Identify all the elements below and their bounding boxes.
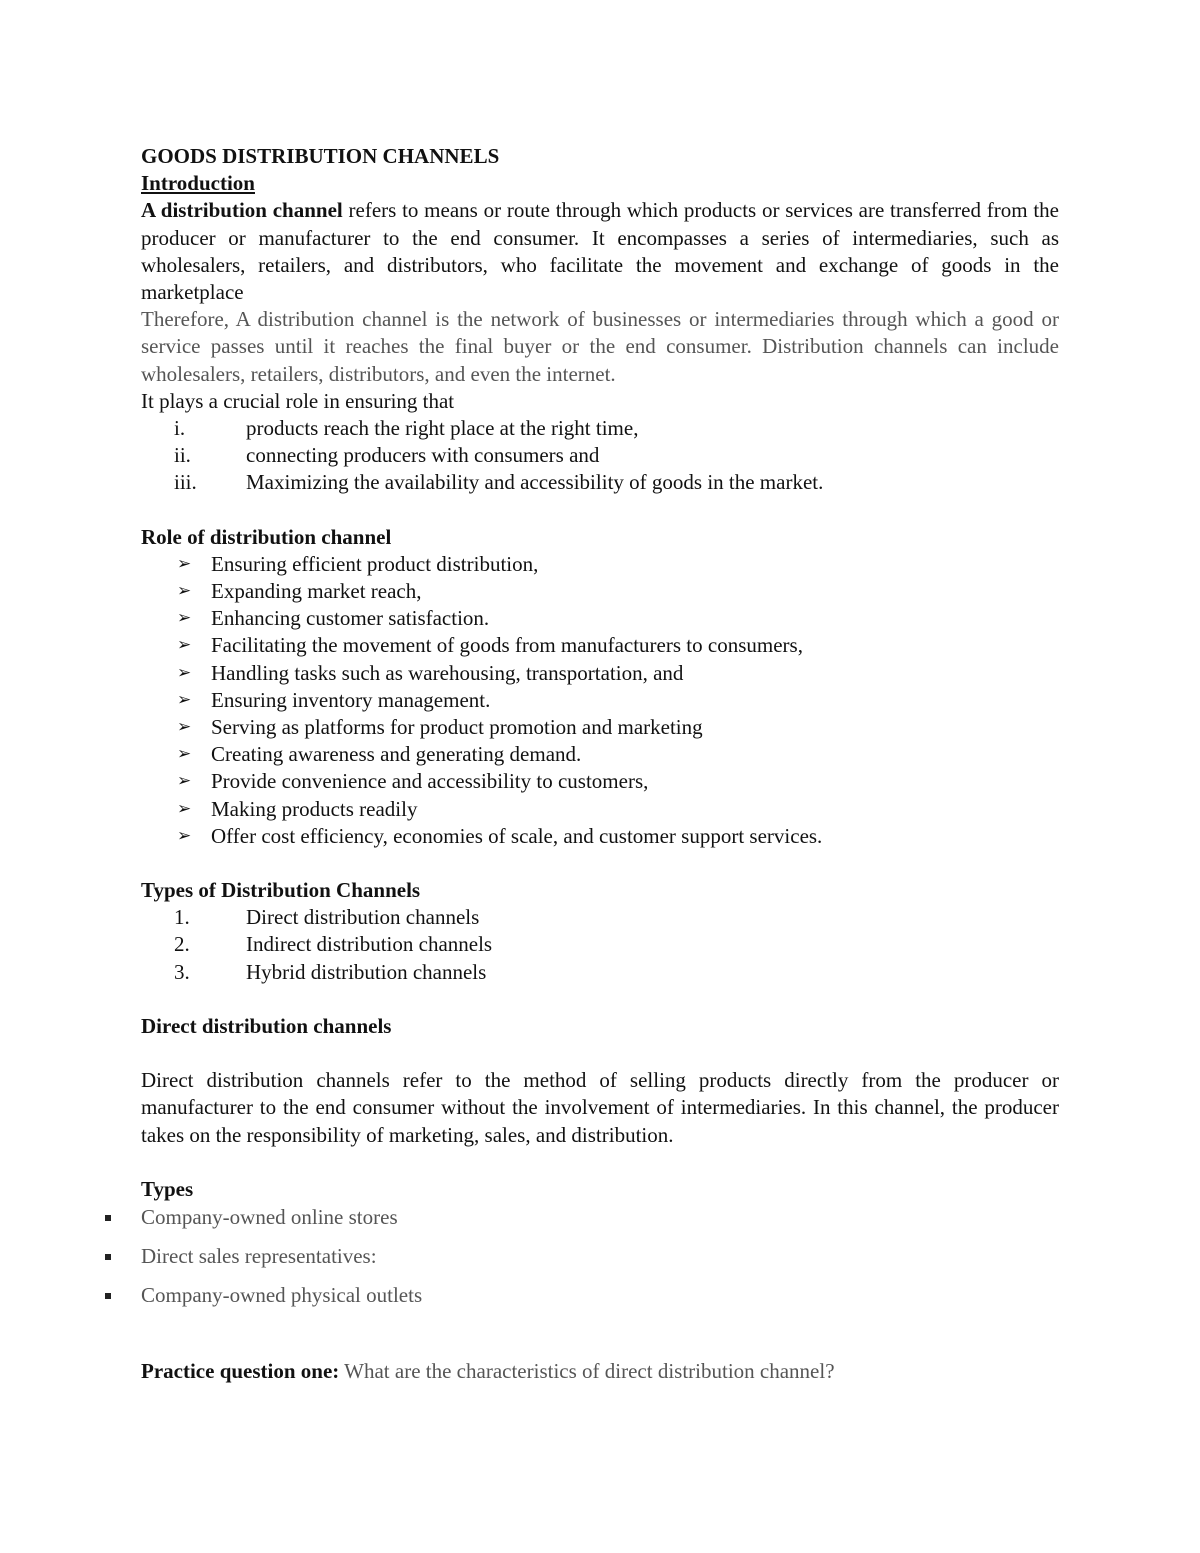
arrow-bullet-icon: ➢ <box>177 717 192 738</box>
list-item-text: Offer cost efficiency, economies of scale, and customer support services. <box>211 823 823 848</box>
list-item <box>141 714 1059 741</box>
square-bullet-icon <box>105 1293 111 1299</box>
list-item <box>141 823 1059 850</box>
list-item-text: Serving as platforms for product promotion and marketing <box>211 715 703 740</box>
arrow-bullet-icon: ➢ <box>177 689 192 710</box>
list-item <box>141 959 1059 986</box>
list-item <box>141 1204 1059 1231</box>
list-item-text: Creating awareness and generating demand. <box>211 742 582 767</box>
list-item-text: Facilitating the movement of goods from manufacturers to consumers, <box>211 633 803 658</box>
list-item-text: Company-owned online stores <box>141 1204 398 1229</box>
list-item-text: Direct sales representatives: <box>141 1243 377 1268</box>
list-item-text: Making products readily <box>211 796 418 821</box>
list-item-text: Handling tasks such as warehousing, transportation, and <box>211 660 684 685</box>
arrow-bullet-icon: ➢ <box>177 553 192 574</box>
direct-types-heading: Types <box>141 1176 194 1201</box>
list-item-text: Ensuring inventory management. <box>211 687 491 712</box>
list-item-text: Enhancing customer satisfaction. <box>211 606 490 631</box>
list-marker: 3. <box>174 959 190 984</box>
intro-definition-text: refers to means or route through which products or services are transferred from the producer or manufacturer to the end consumer. It encompasses a series of intermediaries, such as wholesalers, retailers, and distributors, who facilitate the movement and exchange of goods in the marketplace <box>141 198 1059 305</box>
list-item <box>141 632 1059 659</box>
list-item-text: Expanding market reach, <box>211 579 422 604</box>
list-item-text: Provide convenience and accessibility to customers, <box>211 769 649 794</box>
list-item <box>141 904 1059 931</box>
intro-heading: Introduction <box>141 171 255 196</box>
list-item <box>141 768 1059 795</box>
role-list <box>141 551 1059 850</box>
types-heading: Types of Distribution Channels <box>141 878 421 903</box>
direct-body: Direct distribution channels refer to the method of selling products directly from the producer or manufacturer to the end consumer without the involvement of intermediaries. In this channel, the producer takes on the responsibility of marketing, sales, and distribution. <box>141 1068 1059 1147</box>
square-bullet-icon <box>105 1215 111 1221</box>
practice-question-text: What are the characteristics of direct distribution channel? <box>339 1358 835 1383</box>
list-marker: ii. <box>174 443 191 468</box>
arrow-bullet-icon: ➢ <box>177 608 192 629</box>
list-item <box>141 796 1059 823</box>
list-item-text: Direct distribution channels <box>246 905 480 930</box>
types-list <box>141 904 1059 986</box>
arrow-bullet-icon: ➢ <box>177 771 192 792</box>
list-item <box>141 442 1059 469</box>
list-marker: 2. <box>174 932 190 957</box>
list-item-text: connecting producers with consumers and <box>246 443 600 468</box>
list-item <box>141 660 1059 687</box>
arrow-bullet-icon: ➢ <box>177 798 192 819</box>
list-marker: 1. <box>174 905 190 930</box>
direct-heading: Direct distribution channels <box>141 1013 392 1038</box>
list-item <box>141 1243 1059 1270</box>
list-marker: i. <box>174 416 186 441</box>
intro-points-list <box>141 415 1059 497</box>
list-item <box>141 551 1059 578</box>
list-item-text: Maximizing the availability and accessibility of goods in the market. <box>246 470 824 495</box>
intro-definition <box>141 197 1059 306</box>
list-marker: iii. <box>174 470 197 495</box>
list-item <box>141 741 1059 768</box>
list-item-text: Company-owned physical outlets <box>141 1282 423 1307</box>
practice-question <box>141 1358 1059 1385</box>
intro-therefore: Therefore, A distribution channel is the network of businesses or intermediaries through which a good or service passes until it reaches the final buyer or the end consumer. Distribution channels can include wholesalers, retailers, distributors, and even the internet. <box>141 307 1059 386</box>
document-title: GOODS DISTRIBUTION CHANNELS <box>141 144 500 168</box>
role-heading: Role of distribution channel <box>141 524 392 549</box>
list-item <box>141 605 1059 632</box>
arrow-bullet-icon: ➢ <box>177 825 192 846</box>
list-item <box>141 1282 1059 1309</box>
intro-lead: It plays a crucial role in ensuring that <box>141 388 455 413</box>
arrow-bullet-icon: ➢ <box>177 581 192 602</box>
list-item-text: Hybrid distribution channels <box>246 959 487 984</box>
arrow-bullet-icon: ➢ <box>177 744 192 765</box>
direct-types-list <box>141 1204 1059 1309</box>
list-item <box>141 578 1059 605</box>
arrow-bullet-icon: ➢ <box>177 635 192 656</box>
list-item <box>141 931 1059 958</box>
list-item <box>141 415 1059 442</box>
practice-label: Practice question one: <box>141 1358 340 1383</box>
list-item-text: Ensuring efficient product distribution, <box>211 551 539 576</box>
arrow-bullet-icon: ➢ <box>177 662 192 683</box>
list-item-text: Indirect distribution channels <box>246 932 493 957</box>
list-item <box>141 687 1059 714</box>
document-page <box>141 143 1059 1385</box>
intro-term: A distribution channel <box>141 198 343 223</box>
list-item-text: products reach the right place at the right time, <box>246 416 639 441</box>
square-bullet-icon <box>105 1254 111 1260</box>
list-item <box>141 469 1059 496</box>
